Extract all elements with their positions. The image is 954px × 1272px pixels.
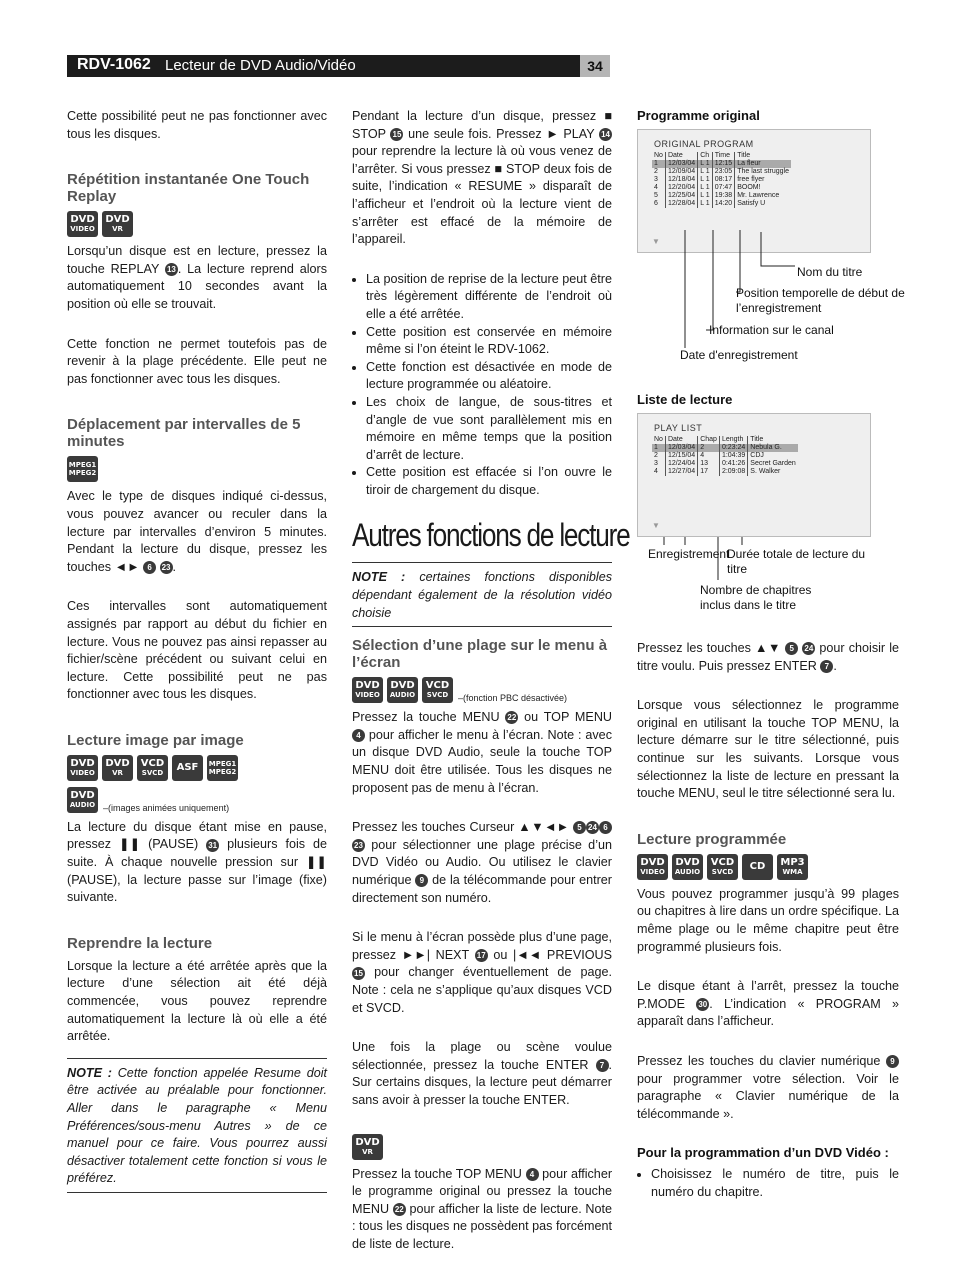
caption-chapters: Nombre de chapitres inclus dans le titre bbox=[700, 583, 812, 612]
vcd-badge: VCD SVCD bbox=[707, 854, 738, 880]
dvd-video-badge: DVD VIDEO bbox=[67, 755, 98, 781]
paragraph: Pressez les touches ▲▼ 5 24 pour choisir le titre voulu. Puis pressez ENTER 7 . bbox=[637, 641, 900, 673]
key-23-icon: 23 bbox=[160, 561, 173, 574]
key-24-icon: 24 bbox=[586, 821, 599, 834]
heading-menu-select: Sélection d’une plage sur le menu à l’écran bbox=[352, 637, 608, 672]
heading-replay: Répétition instantanée One Touch Replay bbox=[67, 171, 310, 206]
paragraph: Cette fonction ne permet toutefois pas de revenir à la plage précédente. Elle peut ne pas fonctionner avec tous les disques. bbox=[67, 336, 327, 386]
key-4-icon: 4 bbox=[352, 729, 365, 742]
disc-badges bbox=[637, 854, 899, 880]
paragraph: Vous pouvez programmer jusqu’à 99 plages ou chapitres à lire dans un ordre spécifique. La même plage ou le même chapitre peut être programmé plusieurs fois. bbox=[637, 886, 899, 954]
key-13-icon: 13 bbox=[165, 263, 178, 276]
caption-time: Position temporelle de début de l’enregistrement bbox=[736, 286, 905, 315]
dvd-video-badge: DVD VIDEO bbox=[67, 211, 98, 237]
badge-note: –(fonction PBC désactivée) bbox=[458, 693, 568, 704]
caption-channel: Information sur le canal bbox=[709, 323, 834, 337]
table-row: 3 12/18/04 L 1 08:17 free flyer bbox=[654, 176, 765, 183]
key-7-icon: 7 bbox=[596, 1059, 609, 1072]
table-row: 3 12/24/04 13 0:41:26 Secret Garden bbox=[654, 460, 796, 467]
key-5-icon: 5 bbox=[785, 642, 798, 655]
caption-recording: Enregistrement bbox=[648, 547, 730, 561]
section-title: Autres fonctions de lecture bbox=[352, 517, 630, 554]
key-31-icon: 31 bbox=[206, 839, 219, 852]
paragraph: Cette possibilité peut ne pas fonctionner avec tous les disques. bbox=[67, 109, 327, 141]
paragraph: Avec le type de disques indiqué ci-dessus, vous pouvez avancer ou reculer dans la lecture par intervalles d’environ 5 minutes. Pendant la lecture du disque, pressez les touches ◄► 6 23 . bbox=[67, 489, 327, 574]
column-right-bottom bbox=[637, 640, 899, 1211]
vcd-badge: VCD SVCD bbox=[422, 677, 453, 703]
dvd-vr-badge: DVD VR bbox=[102, 211, 133, 237]
mp3-badge: MP3 WMA bbox=[777, 854, 808, 880]
key-14-icon: 14 bbox=[599, 128, 612, 141]
paragraph: Ces intervalles sont automatiquement assignés par rapport au début du fichier en lecture. Vous ne pouvez pas ainsi repasser au fichier/scène précédent ou suivant celui en lecture. Cette possibilité peut ne pas fonctionner avec tous les disques. bbox=[67, 599, 327, 702]
list-item: • Cette fonction est désactivée en mode de lecture programmée ou aléatoire. bbox=[366, 359, 612, 394]
mpeg-badge: MPEG1 MPEG2 bbox=[207, 755, 238, 781]
scroll-down-icon: ▼ bbox=[652, 521, 660, 530]
key-30-icon: 30 bbox=[696, 998, 709, 1011]
column-right bbox=[637, 108, 899, 253]
caption-date: Date d'enregistrement bbox=[680, 348, 798, 362]
page-header bbox=[67, 55, 610, 77]
paragraph: Pressez la touche TOP MENU 4 pour afficher le programme original ou pressez la touche MENU 22 pour afficher la liste de lecture. Note : tous les disques ne possèdent pas forcément de liste de lecture. bbox=[352, 1166, 613, 1251]
paragraph: Le disque étant à l’arrêt, pressez la touche P.MODE 30 . L’indication « PROGRAM » apparaît dans l’afficheur. bbox=[637, 979, 899, 1029]
key-5-icon: 5 bbox=[573, 821, 586, 834]
bullet-list bbox=[637, 1166, 899, 1201]
column-middle bbox=[352, 108, 630, 1266]
paragraph: Si le menu à l’écran possède plus d’une page, pressez ►►| NEXT 17 ou |◄◄ PREVIOUS 15 pour changer éventuellement de page. Note : cela ne s’applique qu’aux disques VCD et SVCD. bbox=[352, 930, 613, 1015]
paragraph: Pendant la lecture d’un disque, pressez ■ STOP 15 une seule fois. Pressez ► PLAY 14 pour reprendre la lecture là où vous venez de l’arrêter. Si vous pressez ■ STOP deux fois de suite, l’indication « RESUME » disparaît de l’afficheur et l’endroit où la lecture vient de s’arrêter est effacé de la mémoire de l’appareil. bbox=[352, 109, 612, 247]
dvd-video-badge: DVD VIDEO bbox=[637, 854, 668, 880]
scroll-down-icon: ▼ bbox=[652, 237, 660, 246]
disc-badges bbox=[352, 1134, 612, 1160]
table-row: 1 12/03/04 2 0:23:24 Nebula G. bbox=[652, 444, 798, 452]
list-item: • Choisissez le numéro de titre, puis le numéro du chapitre. bbox=[651, 1166, 899, 1201]
dvd-vr-badge: DVD VR bbox=[352, 1134, 383, 1160]
key-6-icon: 6 bbox=[143, 561, 156, 574]
key-6-icon: 6 bbox=[599, 821, 612, 834]
dvd-audio-badge: DVD AUDIO bbox=[67, 787, 98, 813]
disc-badges bbox=[352, 677, 612, 703]
play-list-table: No Date Chap Length Title 1 12/03/04 2 0:23:24 Nebula G. 2 12/15/04 4 1:04:39 CDJ 3 12/24/04 13 0:41:26 Secret Garden 4 12/27/04 17 2:09:08 S. Walker bbox=[654, 436, 796, 475]
list-item: • Cette position est conservée en mémoire même si l’on éteint le RDV-1062. bbox=[366, 324, 612, 359]
paragraph: Lorsqu’un disque est en lecture, pressez la touche REPLAY 13 . La lecture reprend alors automatiquement 10 secondes avant la position où elle se trouvait. bbox=[67, 244, 327, 311]
original-program-screen bbox=[637, 129, 871, 253]
note-box: NOTE : Cette fonction appelée Resume doit être activée au préalable pour fonctionner. Aller dans le paragraphe « Menu Préférences/sous-menu Autres » de ce manuel pour ce faire. Vous pourrez aussi désactiver totalement cette fonction si vous le préférez. bbox=[67, 1058, 327, 1193]
heading-original-program: Programme original bbox=[637, 108, 760, 123]
heading-resume: Reprendre la lecture bbox=[67, 934, 213, 952]
screen-title: PLAY LIST bbox=[654, 423, 703, 433]
heading-programmed: Lecture programmée bbox=[637, 830, 787, 848]
mpeg-badge: MPEG1 MPEG2 bbox=[67, 456, 98, 482]
caption-length: Durée totale de lecture du titre bbox=[727, 547, 866, 576]
model-name: RDV-1062 bbox=[77, 56, 151, 73]
key-15-icon: 15 bbox=[390, 128, 403, 141]
paragraph: Lorsque vous sélectionnez le programme original en utilisant la touche TOP MENU, la lecture démarre sur le titre sélectionné, puis continue sur les suivants. Lorsque vous sélectionnez la liste de lecture en pressant la touche MENU, seul le titre sélectionné sera lu. bbox=[637, 698, 899, 801]
column-right-lower bbox=[637, 392, 899, 537]
header-subtitle: Lecteur de DVD Audio/Vidéo bbox=[165, 57, 356, 74]
dvd-audio-badge: DVD AUDIO bbox=[672, 854, 703, 880]
paragraph: Pressez la touche MENU 22 ou TOP MENU 4 pour afficher le menu à l’écran. Note : avec un disque DVD Audio, seule la touche TOP MENU doit être utilisée. Tous les disques ne proposent pas de menu à l’écran. bbox=[352, 710, 613, 795]
heading-play-list: Liste de lecture bbox=[637, 392, 733, 407]
column-left bbox=[67, 108, 327, 1203]
heading-dvd-video-prog: Pour la programmation d’un DVD Vidéo : bbox=[637, 1145, 889, 1161]
table-row: 4 12/27/04 17 2:09:08 S. Walker bbox=[654, 468, 781, 475]
key-9-icon: 9 bbox=[415, 874, 428, 887]
table-row: 4 12/20/04 L 1 07:47 BOOM! bbox=[654, 184, 761, 191]
badge-note: –(images animées uniquement) bbox=[103, 802, 230, 813]
disc-badges bbox=[67, 211, 327, 237]
list-item: • Cette position est effacée si l’on ouvre le tiroir de chargement du disque. bbox=[366, 464, 612, 499]
paragraph: Une fois la plage ou scène voulue sélectionnée, pressez la touche ENTER 7 . Sur certains disques, la lecture peut démarrer sans avoir à presser la touche ENTER. bbox=[352, 1040, 613, 1107]
page-number: 34 bbox=[580, 55, 610, 77]
table-row: 2 12/09/04 L 1 23:05 The last struggle bbox=[654, 168, 789, 175]
disc-badges bbox=[67, 456, 327, 482]
disc-badges bbox=[67, 755, 327, 781]
screen-title: ORIGINAL PROGRAM bbox=[654, 139, 754, 149]
cd-badge: CD bbox=[742, 854, 773, 880]
key-9-icon: 9 bbox=[886, 1055, 899, 1068]
play-list-screen bbox=[637, 413, 871, 537]
dvd-video-badge: DVD VIDEO bbox=[352, 677, 383, 703]
disc-badges bbox=[67, 787, 327, 813]
key-24-icon: 24 bbox=[802, 642, 815, 655]
paragraph: Lorsque la lecture a été arrêtée après que la lecture d’une sélection ait été déjà commencée, vous pouvez reprendre automatiquement la lecture là où elle a été arrêtée. bbox=[67, 958, 327, 1044]
paragraph: Pressez les touches Curseur ▲▼◄► 5 24 623 pour sélectionner une plage précise d’un DVD Vidéo ou Audio. Ou utilisez le clavier numérique 9 de la télécommande pour entrer directement son numéro. bbox=[352, 820, 612, 905]
heading-frame: Lecture image par image bbox=[67, 731, 244, 749]
key-23-icon: 23 bbox=[352, 839, 365, 852]
list-item: • La position de reprise de la lecture peut être très légèrement différente de l’endroit où elle a été arrêtée. bbox=[366, 271, 612, 324]
key-7-icon: 7 bbox=[820, 660, 833, 673]
key-15-icon: 15 bbox=[352, 967, 365, 980]
table-row: 2 12/15/04 4 1:04:39 CDJ bbox=[654, 452, 764, 459]
key-4-icon: 4 bbox=[526, 1168, 539, 1181]
key-22-icon: 22 bbox=[393, 1203, 406, 1216]
table-row: 6 12/28/04 L 1 14:20 Satisfy U bbox=[654, 200, 766, 207]
asf-badge: ASF bbox=[172, 755, 203, 781]
program-table: No Date Ch Time Title 1 12/03/04 L 1 12:15 La fleur 2 12/09/04 L 1 23:05 The last struggle 3 12/18/04 L 1 08:17 free flyer 4 12/20/04 L 1 07:47 BOOM! 5 12/25/04 L 1 19:38 Mr. Lawrence 6 12/28/04 L 1 14:20 Satisfy U bbox=[654, 152, 789, 207]
table-row: 5 12/25/04 L 1 19:38 Mr. Lawrence bbox=[654, 192, 780, 199]
key-22-icon: 22 bbox=[505, 711, 518, 724]
heading-5min: Déplacement par intervalles de 5 minutes bbox=[67, 416, 301, 451]
paragraph: Pressez les touches du clavier numérique 9 pour programmer votre sélection. Voir le paragraphe « Clavier numérique de la télécommande ». bbox=[637, 1053, 899, 1121]
dvd-audio-badge: DVD AUDIO bbox=[387, 677, 418, 703]
table-row: 1 12/03/04 L 1 12:15 La fleur bbox=[652, 160, 791, 168]
caption-title: Nom du titre bbox=[797, 265, 863, 279]
dvd-vr-badge: DVD VR bbox=[102, 755, 133, 781]
bullet-list bbox=[352, 271, 612, 500]
vcd-badge: VCD SVCD bbox=[137, 755, 168, 781]
note-box: NOTE : certaines fonctions disponibles dépendant également de la résolution vidéo choisie bbox=[352, 562, 612, 627]
paragraph: La lecture du disque étant mise en pause, pressez ❚❚ (PAUSE) 31 plusieurs fois de suite. À chaque nouvelle pression sur ❚❚ (PAUSE), la lecture passe sur l’image (fixe) suivante. bbox=[67, 819, 327, 905]
key-17-icon: 17 bbox=[475, 949, 488, 962]
list-item: • Les choix de langue, de sous-titres et d’angle de vue sont parallèlement mis en mémoire en même temps que la position d’arrêt de lecture. bbox=[366, 394, 612, 464]
